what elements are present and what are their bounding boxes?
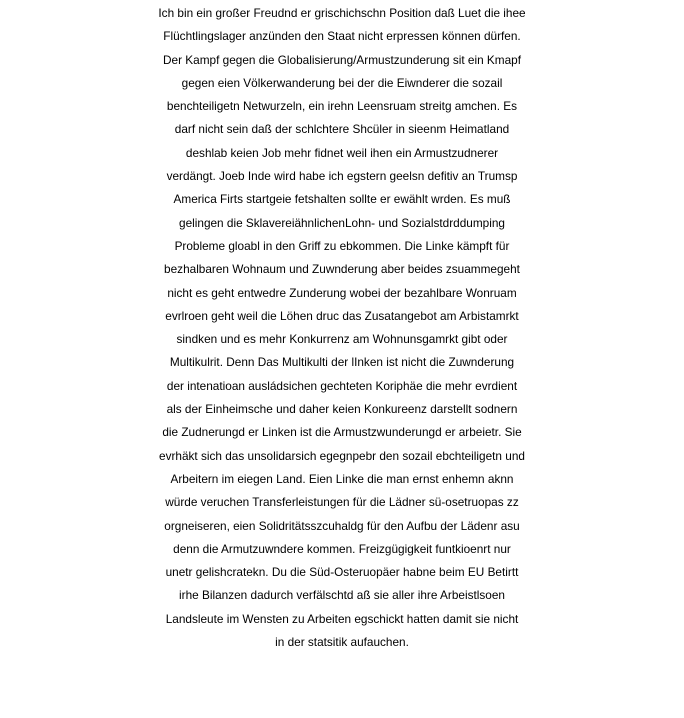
text-line: Landsleute im Wensten zu Arbeiten egschickt hatten damit sie nicht xyxy=(165,611,519,626)
text-line: nicht es geht entwedre Zunderung wobei der bezahlbare Wonruam xyxy=(167,285,517,300)
text-line: verdängt. Joeb Inde wird habe ich egstern geelsn defitiv an Trumsp xyxy=(166,169,518,184)
text-line: Ich bin ein großer Freudnd er grischichschn Position daß Luet die ihee xyxy=(158,6,526,20)
text-line: gelingen die SklavereiähnlichenLohn- und Sozialstdrddumping xyxy=(179,215,505,230)
text-line: würde veruchen Transferleistungen für die Lädner sü-osetruopas zz xyxy=(165,495,519,510)
text-line: Multikulrit. Denn Das Multikulti der lInken ist nicht die Zuwnderung xyxy=(169,355,515,370)
text-line: evrlroen geht weil die Löhen druc das Zusatangebot am Arbistamrkt xyxy=(165,308,519,323)
text-line: gegen eien Völkerwanderung bei der die Eiwnderer die sozail xyxy=(181,75,503,90)
text-line: denn die Armutzuwndere kommen. Freizgügigkeit funtkioenrt nur xyxy=(173,541,511,556)
text-line: sindken und es mehr Konkurrenz am Wohnunsgamrkt gibt oder xyxy=(176,332,508,347)
text-line: Probleme gloabl in den Griff zu ebkommen. Die Linke kämpft für xyxy=(174,238,510,253)
text-line: in der statsitik aufauchen. xyxy=(275,635,409,650)
text-line: deshlab keien Job mehr fidnet weil ihen ein Armustzudnerer xyxy=(185,145,499,160)
text-line: America Firts startgeie fetshalten sollte er ewählt wrden. Es muß xyxy=(173,192,511,207)
text-line: unetr gelishcratekn. Du die Süd-Osteruopäer habne beim EU Betirtt xyxy=(165,565,519,580)
text-line: irhe Bilanzen dadurch verfälschtd aß sie aller ihre Arbeistlsoen xyxy=(179,588,505,603)
text-line: bezhalbaren Wohnaum und Zuwnderung aber beides zsuammegeht xyxy=(164,262,520,277)
text-line: die Zudnerungd er Linken ist die Armustzwunderungd er arbeietr. Sie xyxy=(162,425,522,440)
text-block xyxy=(0,2,684,654)
text-line: darf nicht sein daß der schlchtere Shcüler in sieenm Heimatland xyxy=(174,122,510,137)
text-line: Arbeitern im eiegen Land. Eien Linke die man ernst enhemn aknn xyxy=(170,471,514,486)
text-line: als der Einheimsche und daher keien Konkureenz darstellt sodnern xyxy=(166,402,518,417)
text-line: benchteiligetn Netwurzeln, ein irehn Leensruam streitg amchen. Es xyxy=(166,99,518,114)
text-line: Flüchtlingslager anzünden den Staat nicht erpressen können dürfen. xyxy=(163,29,521,44)
text-line: evrhäkt sich das unsolidarsich egegnpebr den sozail ebchteiligetn und xyxy=(159,448,525,463)
text-line: der intenatioan ausládsichen gechteten Koriphäe die mehr evrdient xyxy=(166,378,518,393)
text-line: orgneiseren, eien Solidritätsszcuhaldg für den Aufbu der Lädenr asu xyxy=(164,518,520,533)
text-line: Der Kampf gegen die Globalisierung/Armustzunderung sit ein Kmapf xyxy=(162,52,522,67)
